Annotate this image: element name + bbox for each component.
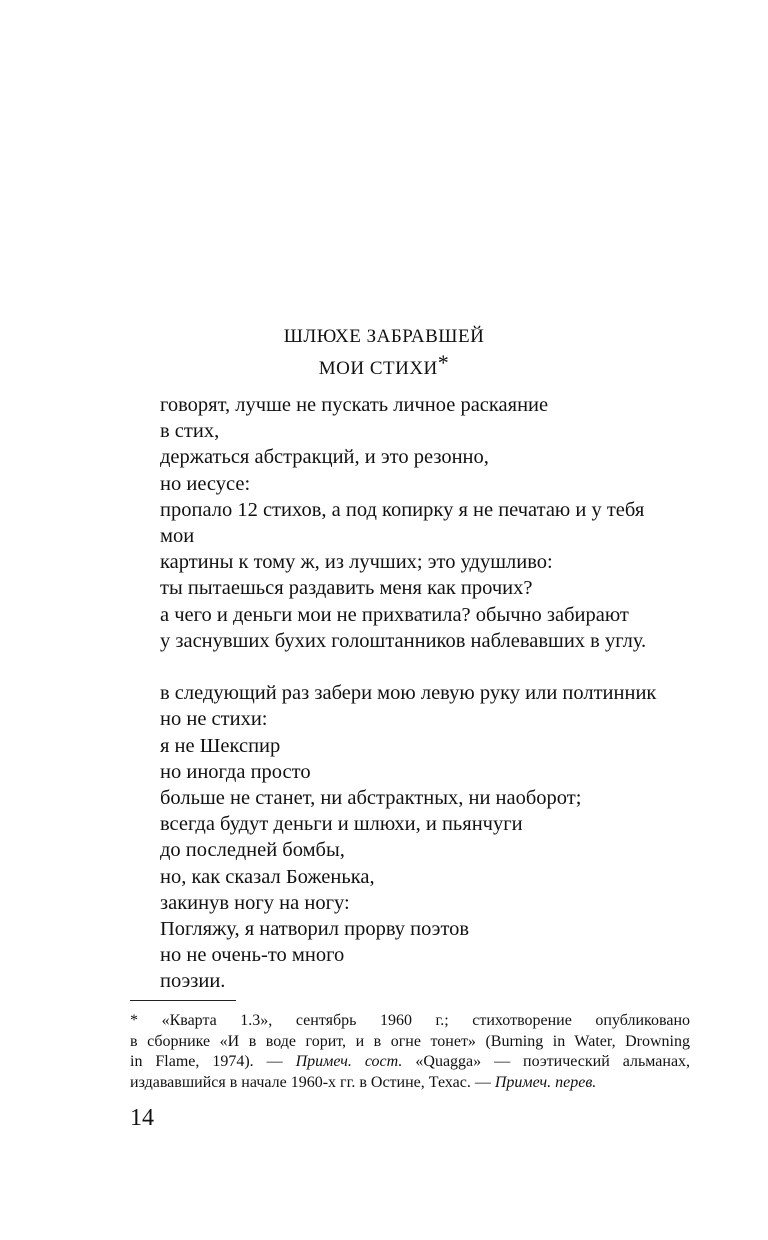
- compiler-note: Примеч. сост.: [295, 1053, 403, 1070]
- poem-line: ты пытаешься раздавить меня как прочих?: [160, 577, 533, 600]
- poem-line: в стих,: [160, 420, 220, 443]
- poem-line: пропало 12 стихов, а под копирку я не печатаю и у тебя: [160, 498, 645, 521]
- poem-line: поэзии.: [160, 970, 226, 993]
- stanza-1: [160, 392, 740, 654]
- poem-line: до последней бомбы,: [160, 839, 345, 862]
- stanza-break: [160, 654, 740, 680]
- poem-line: мои: [160, 525, 195, 548]
- poem-line: но не очень-то много: [160, 944, 345, 967]
- footnote-text: in Flame, 1974). —: [130, 1053, 283, 1070]
- footnote-line-4: [130, 1073, 690, 1094]
- footnote-text: «Quagga» — поэтический альманах,: [415, 1053, 691, 1070]
- poem-line: говорят, лучше не пускать личное раскаяние: [160, 394, 549, 416]
- footnote-line-3: [130, 1052, 690, 1073]
- poem-line: в следующий раз забери мою левую руку или полтинник: [160, 682, 657, 705]
- poem-line: у заснувших бухих голоштанников наблевавших в углу.: [160, 629, 647, 652]
- footnote-text: издававшийся в начале 1960-х гг. в Остине, Техас. —: [130, 1073, 491, 1091]
- poem-line: держаться абстракций, и это резонно,: [160, 446, 489, 469]
- footnote: [130, 1011, 690, 1093]
- poem-line: а чего и деньги мои не прихватила? обычно забирают: [160, 603, 629, 626]
- footnote-text: «Кварта 1.3», сентябрь 1960 г.; стихотворение опубликовано: [161, 1012, 691, 1029]
- footnote-separator: [130, 1000, 236, 1001]
- poem-line: но, как сказал Боженька,: [160, 865, 375, 888]
- footnote-line-1: [130, 1011, 690, 1032]
- poem-line: но иногда просто: [160, 760, 311, 783]
- poem-line: всегда будут деньги и шлюхи, и пьянчуги: [160, 813, 523, 836]
- footnote-line-2: в сборнике «И в воде горит, и в огне тонет» (Burning in Water, Drowning: [130, 1032, 690, 1050]
- poem-line: но не стихи:: [160, 708, 268, 731]
- poem-body: [160, 392, 740, 995]
- poem-title-text: МОИ СТИХИ: [318, 358, 438, 379]
- poem-title-line-1: ШЛЮХЕ ЗАБРАВШЕЙ: [283, 326, 485, 347]
- poem-line: Погляжу, я натворил прорву поэтов: [160, 918, 470, 941]
- translator-note: Примеч. перев.: [494, 1073, 597, 1091]
- poem-line: я не Шекспир: [160, 734, 281, 757]
- poem-line: картины к тому ж, из лучших; это удушливо:: [160, 551, 553, 574]
- poem-line: но иесусе:: [160, 472, 251, 495]
- stanza-2: [160, 680, 740, 994]
- footnote-mark: *: [130, 1012, 138, 1029]
- poem-line: закинув ногу на ногу:: [160, 891, 350, 914]
- page-number: 14: [130, 1105, 154, 1131]
- poem-line: больше не станет, ни абстрактных, ни наоборот;: [160, 787, 582, 810]
- poem-title-line-2: [0, 350, 768, 381]
- footnote-mark: *: [437, 350, 450, 375]
